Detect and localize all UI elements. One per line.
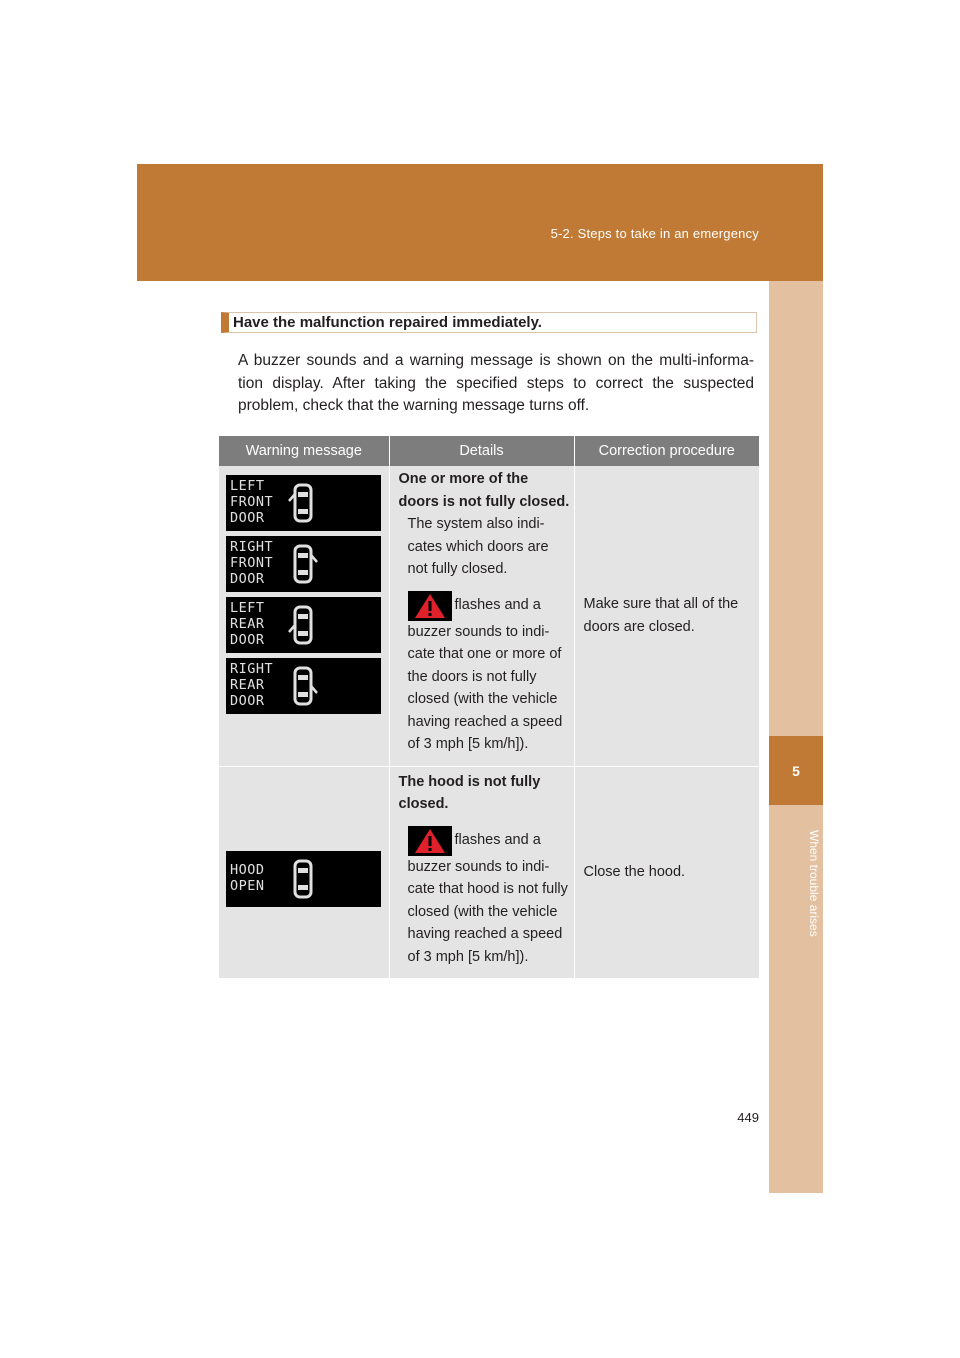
master-warning-icon	[408, 826, 452, 856]
subheading	[221, 312, 757, 333]
lcd-left-front-door	[226, 475, 381, 531]
subheading-text: Have the malfunction repaired immediately.	[233, 314, 542, 331]
table-header-row	[219, 436, 759, 466]
lcd-text: HOOD OPEN	[230, 862, 265, 895]
car-door-right-rear-icon	[286, 666, 320, 706]
page-number: 449	[737, 1110, 759, 1125]
correction-cell	[574, 766, 759, 979]
chapter-number: 5	[769, 736, 823, 805]
lcd-text: LEFT FRONT DOOR	[230, 478, 274, 526]
details-title: One or more of the doors is not fully closed.	[398, 471, 570, 510]
correction-cell	[574, 466, 759, 766]
chapter-title: When trouble arises	[807, 829, 821, 937]
warning-lead-text: flashes and a	[454, 597, 541, 614]
lcd-text: LEFT REAR DOOR	[230, 600, 265, 648]
car-door-left-front-icon	[286, 483, 320, 523]
warning-message-cell	[219, 766, 389, 979]
car-door-right-front-icon	[286, 544, 320, 584]
warning-indicator-line	[399, 591, 570, 621]
intro-text: A buzzer sounds and a warning message is shown on the multi-informa-tion display. After taking the specified steps to correct the suspected problem, check that the warning message turns off.	[238, 352, 754, 414]
lcd-right-front-door	[226, 536, 381, 592]
details-cell	[389, 766, 574, 979]
intro-paragraph	[238, 350, 754, 418]
lcd-text: RIGHT REAR DOOR	[230, 661, 274, 709]
lcd-right-rear-door	[226, 658, 381, 714]
warning-rest-text: buzzer sounds to indi-cate that hood is not fully closed (with the vehicle having reached a speed of 3 mph [5 km/h]).	[407, 858, 568, 965]
warning-lead-text: flashes and a	[454, 832, 541, 849]
details-title: The hood is not fully closed.	[398, 773, 541, 812]
correction-text: Close the hood.	[583, 864, 686, 880]
master-warning-icon	[408, 591, 452, 621]
header-warning-message: Warning message	[219, 436, 389, 466]
warning-table	[219, 436, 759, 979]
details-cell	[389, 466, 574, 766]
lcd-left-rear-door	[226, 597, 381, 653]
table-row	[219, 466, 759, 766]
correction-text: Make sure that all of the doors are closed.	[583, 596, 739, 635]
chapter-side-strip	[769, 281, 823, 1193]
header-correction: Correction procedure	[574, 436, 759, 466]
lcd-hood-open	[226, 851, 381, 907]
details-note: The system also indi-cates which doors are not fully closed.	[407, 516, 549, 577]
section-title: 5-2. Steps to take in an emergency	[550, 226, 759, 241]
lcd-text: RIGHT FRONT DOOR	[230, 539, 274, 587]
header-details: Details	[389, 436, 574, 466]
warning-rest-text: buzzer sounds to indi-cate that one or more of the doors is not fully closed (with the vehicle having reached a speed of 3 mph [5 km/h]).	[407, 623, 563, 752]
header-band	[137, 164, 823, 281]
car-hood-open-icon	[286, 859, 320, 899]
warning-message-cell	[219, 466, 389, 766]
table-row	[219, 766, 759, 979]
car-door-left-rear-icon	[286, 605, 320, 645]
warning-indicator-line	[399, 826, 570, 856]
